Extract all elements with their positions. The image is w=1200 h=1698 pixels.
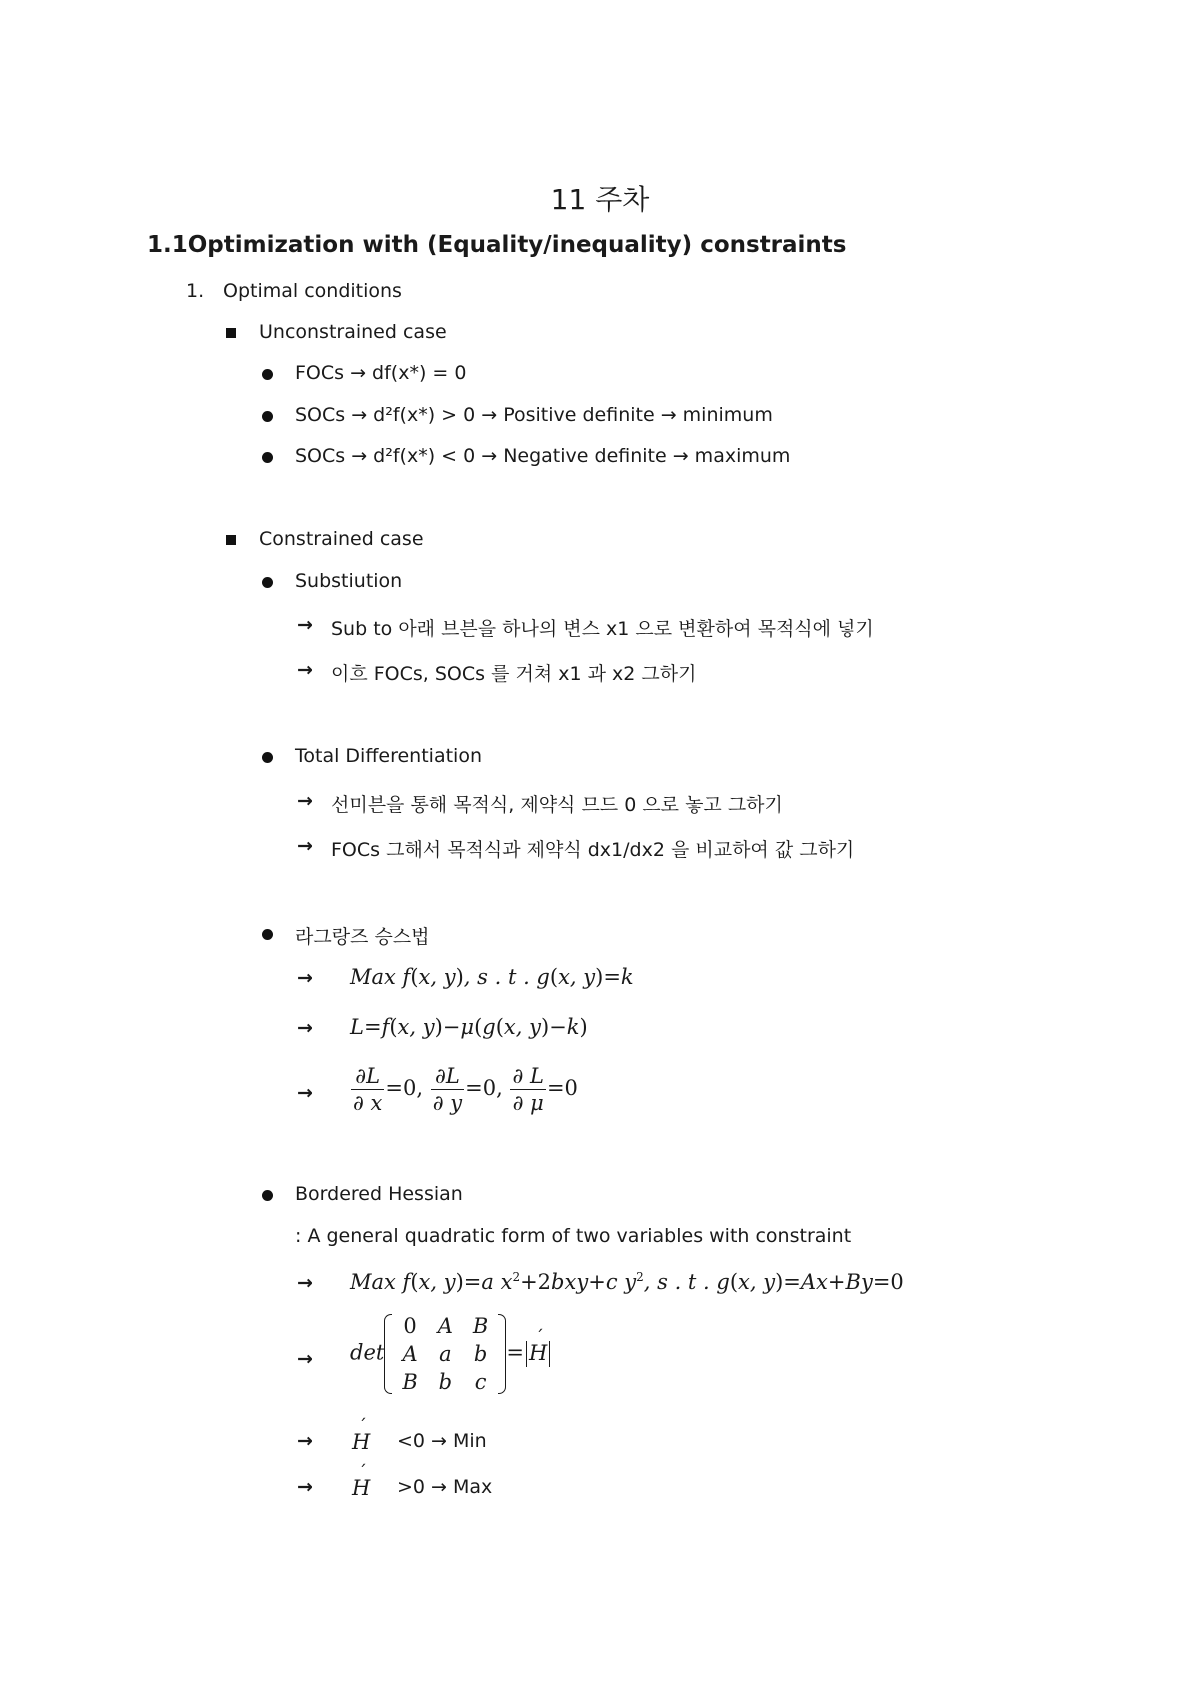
hessian-symbol: ´ H bbox=[352, 1430, 370, 1454]
list-item-optimal-conditions: Optimal conditions bbox=[223, 280, 402, 302]
list-number: 1. bbox=[186, 280, 205, 302]
bordered-hessian-label: Bordered Hessian bbox=[295, 1183, 463, 1205]
section-heading: 1.1Optimization with (Equality/inequality) constraints bbox=[147, 232, 847, 258]
square-bullet-icon bbox=[226, 328, 236, 338]
round-bullet-icon bbox=[262, 411, 273, 422]
round-bullet-icon bbox=[262, 577, 273, 588]
unconstrained-case-label: Unconstrained case bbox=[259, 321, 447, 343]
substitution-label: Substiution bbox=[295, 570, 403, 592]
substitution-line-2: 이흐 FOCs, SOCs 를 거쳐 x1 과 x2 그하기 bbox=[331, 663, 697, 685]
page-title: 11 주차 bbox=[550, 183, 650, 216]
round-bullet-icon bbox=[262, 929, 273, 940]
lagrange-objective-formula: Max f(x, y), s . t . g(x, y)=k bbox=[350, 965, 634, 989]
round-bullet-icon bbox=[262, 452, 273, 463]
lagrange-label: 라그랑즈 승스법 bbox=[295, 926, 430, 948]
soc-negative-line: SOCs → d²f(x*) < 0 → Negative definite → maximum bbox=[295, 445, 791, 467]
arrow-icon: → bbox=[297, 659, 313, 681]
substitution-line-1: Sub to 아래 브븐을 하나의 변스 x1 으로 변환하여 목적식에 넣기 bbox=[331, 618, 874, 640]
round-bullet-icon bbox=[262, 752, 273, 763]
square-bullet-icon bbox=[226, 535, 236, 545]
foc-line: FOCs → df(x*) = 0 bbox=[295, 362, 467, 384]
arrow-icon: → bbox=[297, 1082, 313, 1104]
arrow-icon: → bbox=[297, 967, 313, 989]
lagrangian-formula: L=f(x, y)−μ(g(x, y)−k) bbox=[350, 1015, 588, 1039]
round-bullet-icon bbox=[262, 1190, 273, 1201]
hessian-max-condition: >0 → Max bbox=[397, 1476, 493, 1498]
hessian-symbol: ´ H bbox=[352, 1476, 370, 1500]
quadratic-form-formula: Max f(x, y)=a $x^2+2bxy+c$ $y^2$, s . t . g(x, y)=Ax+By=0 bbox=[350, 1270, 904, 1294]
lagrange-foc-formula: $\frac{\partial L}{\partial x}$ =0, $\frac{\partial L}{\partial y}$ =0, $\frac{\partial L}{\partial \mu}$ =0 bbox=[353, 1064, 578, 1115]
arrow-icon: → bbox=[297, 1272, 313, 1294]
arrow-icon: → bbox=[297, 1017, 313, 1039]
soc-positive-line: SOCs → d²f(x*) > 0 → Positive definite → minimum bbox=[295, 404, 773, 426]
round-bullet-icon bbox=[262, 369, 273, 380]
arrow-icon: → bbox=[297, 1430, 313, 1452]
hessian-min-condition: <0 → Min bbox=[397, 1430, 487, 1452]
total-diff-line-2: FOCs 그해서 목적식과 제약식 dx1/dx2 을 비교하여 값 그하기 bbox=[331, 839, 855, 861]
bordered-hessian-determinant: det 0 A B A a b B b c =´ H bbox=[350, 1312, 552, 1396]
arrow-icon: → bbox=[297, 1348, 313, 1370]
constrained-case-label: Constrained case bbox=[259, 528, 424, 550]
bordered-hessian-description: : A general quadratic form of two variables with constraint bbox=[295, 1225, 852, 1247]
total-diff-line-1: 선미븐을 통해 목적식, 제약식 므드 0 으로 놓고 그하기 bbox=[331, 794, 783, 816]
arrow-icon: → bbox=[297, 790, 313, 812]
total-diff-label: Total Differentiation bbox=[295, 745, 482, 767]
arrow-icon: → bbox=[297, 614, 313, 636]
arrow-icon: → bbox=[297, 835, 313, 857]
arrow-icon: → bbox=[297, 1476, 313, 1498]
